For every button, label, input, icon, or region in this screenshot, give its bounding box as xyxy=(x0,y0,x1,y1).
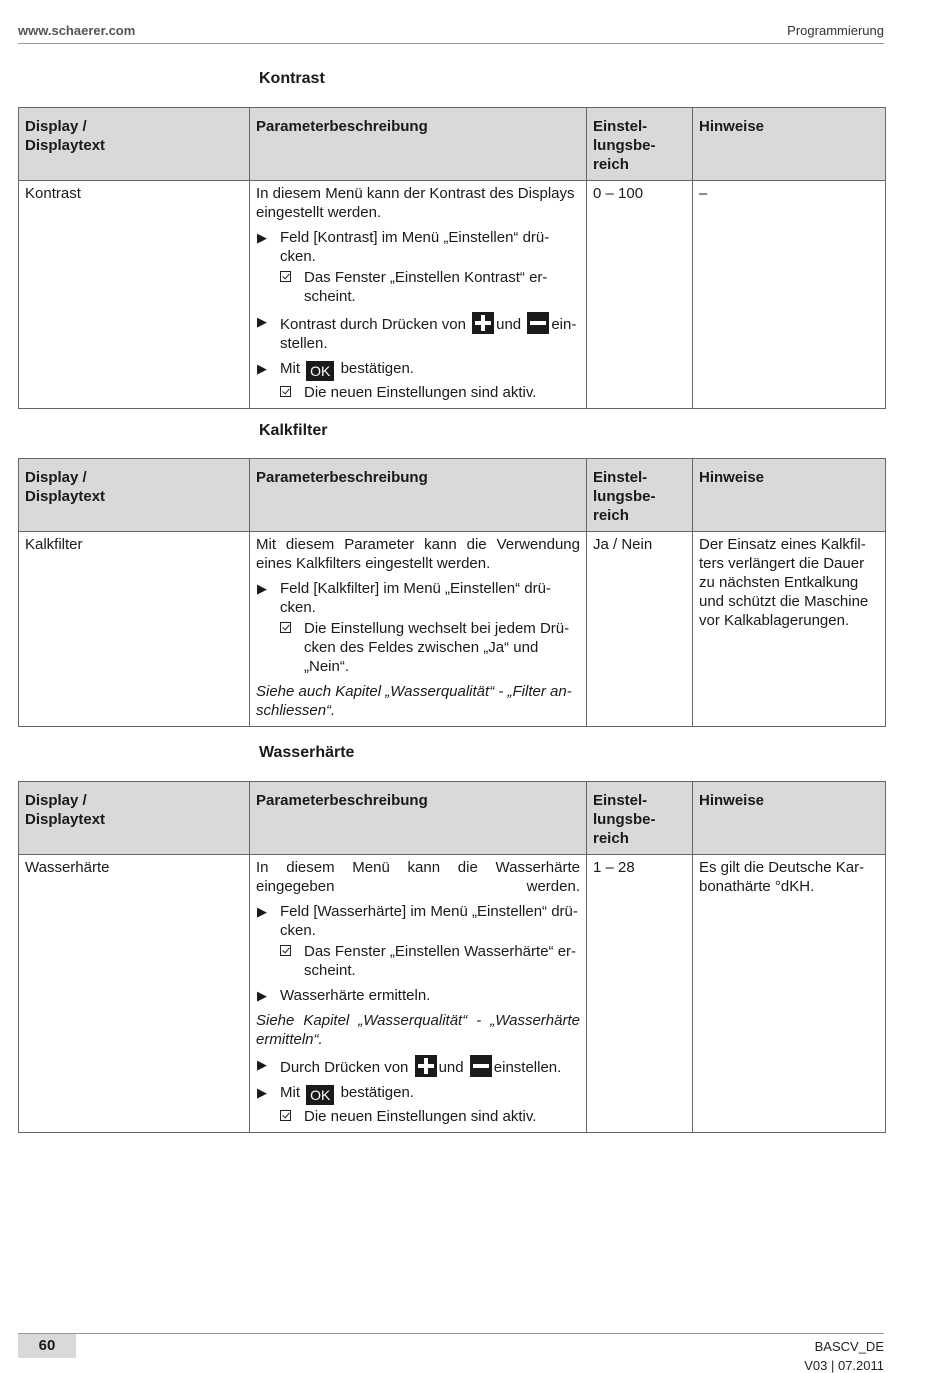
cell-display: Wasserhärte xyxy=(19,855,250,1133)
param-intro: Mit diesem Parameter kann die Verwendung eines Kalkfilters eingestellt werden. xyxy=(256,536,580,572)
col-header-range-line: Einstel- xyxy=(593,469,648,486)
table-kalkfilter xyxy=(18,458,886,727)
col-header-display-line: Displaytext xyxy=(25,488,106,505)
table-row xyxy=(19,855,886,1133)
cell-notes: – xyxy=(693,181,886,409)
step-item xyxy=(256,1083,580,1105)
step-item xyxy=(256,902,580,940)
step-text: Kontrast durch Drücken von xyxy=(280,316,466,333)
col-header-range-line: Einstel- xyxy=(593,792,648,809)
section-title-kalkfilter: Kalkfilter xyxy=(259,422,328,439)
col-header-display xyxy=(19,782,250,855)
step-item xyxy=(256,1055,580,1077)
col-header-range-line: Einstel- xyxy=(593,118,648,135)
ok-button-icon: OK xyxy=(306,361,334,381)
page-number: 60 xyxy=(18,1334,76,1358)
checkbox-checked-icon xyxy=(280,945,291,956)
col-header-range-line: reich xyxy=(593,156,629,173)
step-item xyxy=(256,579,580,617)
minus-button-icon xyxy=(470,1055,492,1077)
param-intro: In diesem Menü kann der Kontrast des Displays eingestellt werden. xyxy=(256,185,575,221)
col-header-display-line: Display / xyxy=(25,792,87,809)
col-header-display-line: Display / xyxy=(25,118,87,135)
step-item xyxy=(256,359,580,381)
step-text: Wasserhärte ermitteln. xyxy=(280,987,431,1004)
header-rule xyxy=(18,43,884,44)
col-header-notes: Hinweise xyxy=(693,108,886,181)
col-header-range xyxy=(587,459,693,532)
cell-display: Kontrast xyxy=(19,181,250,409)
step-text: bestätigen. xyxy=(340,1084,414,1101)
table-header-row xyxy=(19,459,886,532)
footer-version: V03 | 07.2011 xyxy=(804,1358,884,1373)
section-title-kontrast: Kontrast xyxy=(259,70,325,87)
cell-notes: Der Einsatz eines Kalkfil-ters verlängert die Dauer zu nächsten Entkalkung und schützt die Maschine vor Kalkablagerungen. xyxy=(693,532,886,727)
checkbox-checked-icon xyxy=(280,271,291,282)
step-text: einstellen. xyxy=(493,1059,562,1076)
table-wasserhaerte xyxy=(18,781,886,1133)
col-header-range xyxy=(587,782,693,855)
result-text: Die neuen Einstellungen sind aktiv. xyxy=(304,1108,537,1125)
step-text: Mit xyxy=(280,360,300,377)
checkbox-checked-icon xyxy=(280,386,291,397)
result-item xyxy=(256,942,580,980)
col-header-range-line: lungsbe- xyxy=(593,488,656,505)
col-header-notes: Hinweise xyxy=(693,459,886,532)
cell-range: 1 – 28 xyxy=(587,855,693,1133)
result-text: Das Fenster „Einstellen Wasserhärte“ er-scheint. xyxy=(304,943,577,979)
step-item xyxy=(256,228,580,266)
col-header-param: Parameterbeschreibung xyxy=(250,108,587,181)
col-header-range xyxy=(587,108,693,181)
cell-param xyxy=(250,532,587,727)
step-text: Feld [Wasserhärte] im Menü „Einstellen“ drü-cken. xyxy=(280,903,578,939)
see-also-note: Siehe Kapitel „Wasserqualität“ - „Wasserhärte ermitteln“. xyxy=(256,1012,580,1048)
table-header-row xyxy=(19,108,886,181)
col-header-param: Parameterbeschreibung xyxy=(250,459,587,532)
col-header-display xyxy=(19,108,250,181)
footer-doc-code: BASCV_DE xyxy=(814,1339,884,1354)
checkbox-checked-icon xyxy=(280,1110,291,1121)
col-header-range-line: lungsbe- xyxy=(593,137,656,154)
result-text: Die neuen Einstellungen sind aktiv. xyxy=(304,384,537,401)
cell-range: 0 – 100 xyxy=(587,181,693,409)
step-text: Feld [Kontrast] im Menü „Einstellen“ drü-cken. xyxy=(280,229,550,265)
col-header-range-line: reich xyxy=(593,507,629,524)
result-text: Das Fenster „Einstellen Kontrast“ er-scheint. xyxy=(304,269,548,305)
col-header-display-line: Displaytext xyxy=(25,137,106,154)
table-header-row xyxy=(19,782,886,855)
header-website: www.schaerer.com xyxy=(18,23,136,38)
result-item xyxy=(256,1107,580,1126)
table-row xyxy=(19,532,886,727)
see-also-note: Siehe auch Kapitel „Wasserqualität“ - „Filter an-schliessen“. xyxy=(256,683,572,719)
step-text: Durch Drücken von xyxy=(280,1059,409,1076)
param-intro: In diesem Menü kann die Wasserhärte eingegeben werden. xyxy=(256,859,580,895)
plus-button-icon xyxy=(415,1055,437,1077)
result-text: Die Einstellung wechselt bei jedem Drü-cken des Feldes zwischen „Ja“ und „Nein“. xyxy=(304,620,570,675)
step-item xyxy=(256,986,580,1005)
col-header-range-line: reich xyxy=(593,830,629,847)
result-item xyxy=(256,268,580,306)
checkbox-checked-icon xyxy=(280,622,291,633)
step-text: ein-stellen. xyxy=(280,316,577,352)
step-text: bestätigen. xyxy=(340,360,414,377)
col-header-param: Parameterbeschreibung xyxy=(250,782,587,855)
plus-button-icon xyxy=(472,312,494,334)
minus-button-icon xyxy=(527,312,549,334)
footer-rule xyxy=(18,1333,884,1334)
col-header-range-line: lungsbe- xyxy=(593,811,656,828)
col-header-display-line: Display / xyxy=(25,469,87,486)
cell-param xyxy=(250,181,587,409)
result-item xyxy=(256,383,580,402)
step-item xyxy=(256,312,580,353)
result-item xyxy=(256,619,580,676)
section-title-wasserhaerte: Wasserhärte xyxy=(259,744,355,761)
table-row xyxy=(19,181,886,409)
table-kontrast xyxy=(18,107,886,409)
cell-notes: Es gilt die Deutsche Kar-bonathärte °dKH. xyxy=(693,855,886,1133)
step-text: Mit xyxy=(280,1084,300,1101)
step-text: und xyxy=(438,1059,464,1076)
col-header-display-line: Displaytext xyxy=(25,811,106,828)
ok-button-icon: OK xyxy=(306,1085,334,1105)
step-text: Feld [Kalkfilter] im Menü „Einstellen“ drü-cken. xyxy=(280,580,551,616)
footer-doc-info xyxy=(804,1337,884,1373)
header-chapter: Programmierung xyxy=(787,23,884,38)
cell-range: Ja / Nein xyxy=(587,532,693,727)
cell-display: Kalkfilter xyxy=(19,532,250,727)
step-text: und xyxy=(496,316,522,333)
cell-param xyxy=(250,855,587,1133)
col-header-notes: Hinweise xyxy=(693,782,886,855)
col-header-display xyxy=(19,459,250,532)
